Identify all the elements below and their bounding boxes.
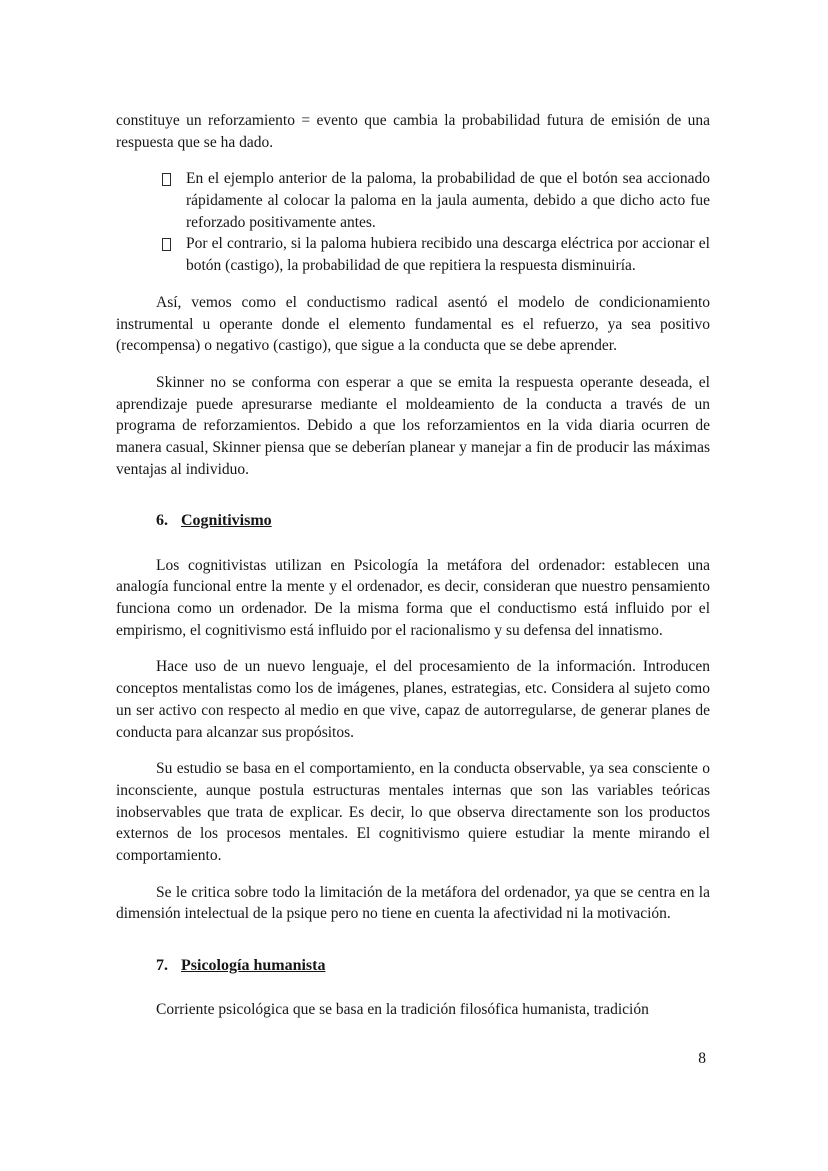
section-heading-psicologia-humanista <box>116 955 710 977</box>
paragraph: Así, vemos como el conductismo radical asentó el modelo de condicionamiento instrumental u operante donde el elemento fundamental es el refuerzo, ya sea positivo (recompensa) o negativo (castigo), que sigue a la conducta que se debe aprender. <box>116 293 710 355</box>
page-number: 8 <box>698 1050 706 1067</box>
section-title: Cognitivismo <box>181 512 272 530</box>
bullet-text: En el ejemplo anterior de la paloma, la probabilidad de que el botón sea accionado rápidamente al colocar la paloma en la jaula aumenta, debido a que dicho acto fue reforzado positivamente antes. <box>186 170 710 231</box>
paragraph: Los cognitivistas utilizan en Psicología la metáfora del ordenador: establecen una analogía funcional entre la mente y el ordenador, es decir, consideran que nuestro pensamiento funciona como un ordenador. De la misma forma que el conductismo está influido por el empirismo, el cognitivismo está influido por el racionalismo y su defensa del innatismo. <box>116 556 710 639</box>
paragraph: Su estudio se basa en el comportamiento, en la conducta observable, ya sea consciente o inconsciente, aunque postula estructuras mentales internas que son las variables teóricas inobservables que trata de explicar. Es decir, lo que observa directamente son los productos externos de los procesos mentales. El cognitivismo quiere estudiar la mente mirando el comportamiento. <box>116 760 710 864</box>
paragraph: Corriente psicológica que se basa en la tradición filosófica humanista, tradición <box>156 1001 649 1019</box>
paragraph: Hace uso de un nuevo lenguaje, el del procesamiento de la información. Introducen conceptos mentalistas como los de imágenes, planes, estrategias, etc. Considera al sujeto como un ser activo con respecto al medio en que vive, capaz de autorregularse, de generar planes de conducta para alcanzar sus propósitos. <box>116 658 710 741</box>
section-title: Psicología humanista <box>181 957 326 975</box>
bullet-text: Por el contrario, si la paloma hubiera recibido una descarga eléctrica por accionar el botón (castigo), la probabilidad de que repitiera la respuesta disminuiría. <box>186 235 710 275</box>
paragraph-lead: constituye un reforzamiento = evento que cambia la probabilidad futura de emisión de una respuesta que se ha dado. <box>116 112 710 151</box>
missing-glyph-bullet-icon <box>162 173 171 186</box>
bullet-item <box>116 168 710 233</box>
missing-glyph-bullet-icon <box>162 238 171 251</box>
paragraph: Se le critica sobre todo la limitación de la metáfora del ordenador, ya que se centra en la dimensión intelectual de la psique pero no tiene en cuenta la afectividad ni la motivación. <box>116 883 710 923</box>
section-heading-cognitivismo <box>116 510 710 532</box>
bullet-item <box>116 233 710 276</box>
section-number: 6. <box>156 512 168 530</box>
paragraph: Skinner no se conforma con esperar a que se emita la respuesta operante deseada, el aprendizaje puede apresurarse mediante el moldeamiento de la conducta a través de un programa de reforzamientos. Debido a que los reforzamientos en la vida diaria ocurren de manera casual, Skinner piensa que se deberían planear y manejar a fin de producir las máximas ventajas al individuo. <box>116 373 710 478</box>
section-number: 7. <box>156 957 168 975</box>
bullet-list <box>116 168 710 276</box>
